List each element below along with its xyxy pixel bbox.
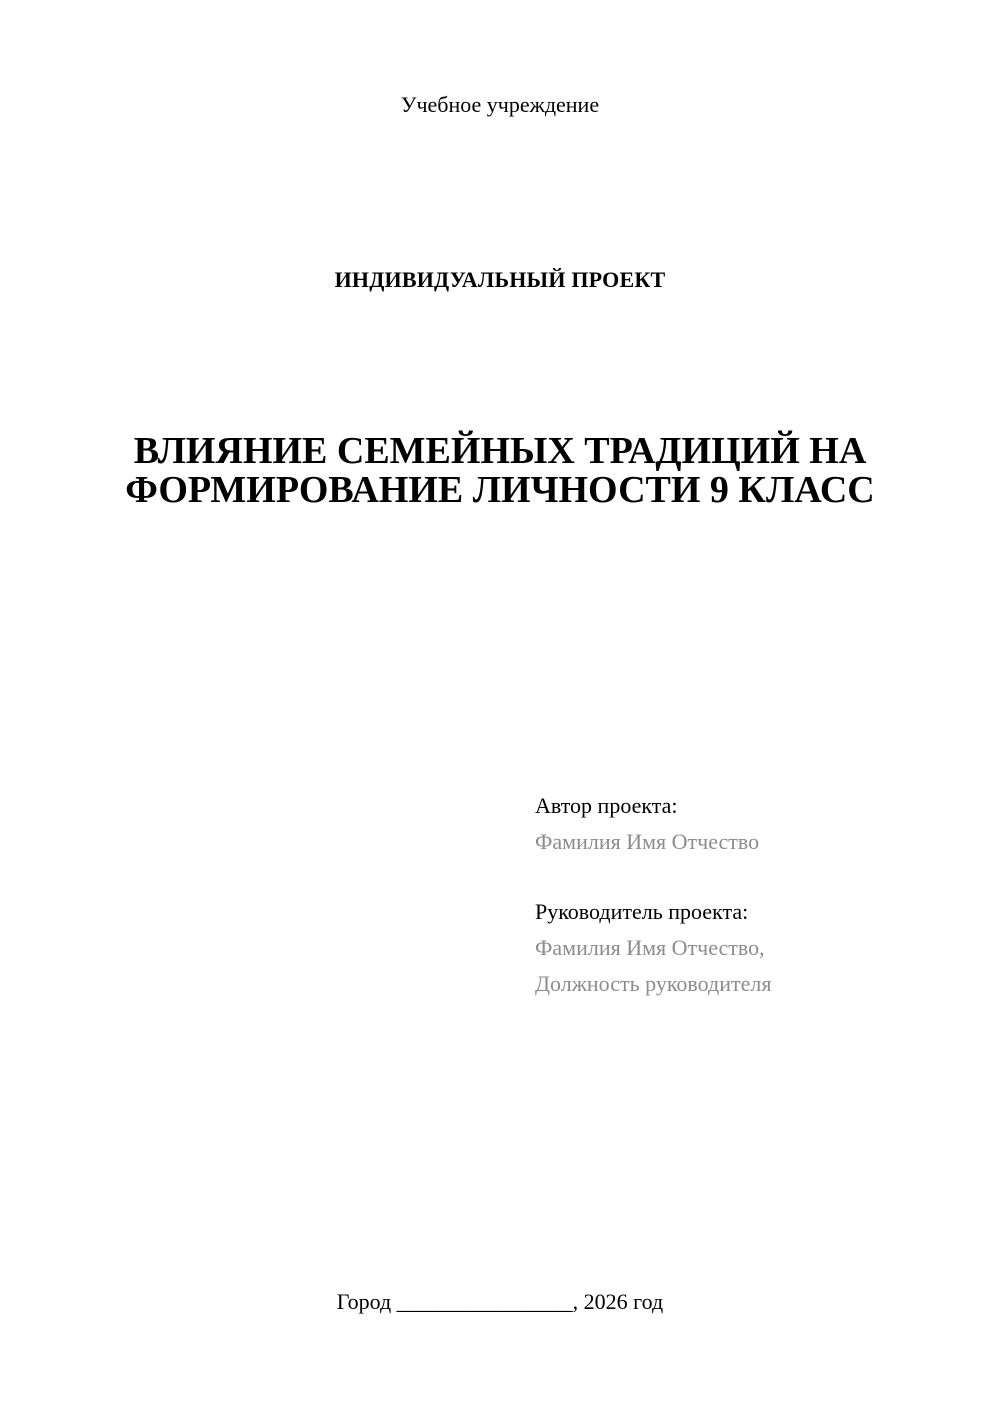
author-label: Автор проекта: <box>535 793 678 818</box>
author-name: Фамилия Имя Отчество <box>535 829 760 854</box>
institution-name: Учебное учреждение <box>400 92 600 117</box>
document-type: ИНДИВИДУАЛЬНЫЙ ПРОЕКТ <box>334 267 666 292</box>
supervisor-position: Должность руководителя <box>535 971 772 996</box>
city-year-line: Город ________________, 2026 год <box>336 1289 664 1314</box>
project-title <box>0 432 1000 510</box>
project-title-line-1: ВЛИЯНИЕ СЕМЕЙНЫХ ТРАДИЦИЙ НА <box>133 430 867 472</box>
supervisor-label: Руководитель проекта: <box>535 899 749 924</box>
project-title-line-2: ФОРМИРОВАНИЕ ЛИЧНОСТИ 9 КЛАСС <box>125 469 875 511</box>
supervisor-name: Фамилия Имя Отчество, <box>535 935 765 960</box>
credits-spacer <box>535 860 771 894</box>
project-credits <box>535 788 771 1002</box>
